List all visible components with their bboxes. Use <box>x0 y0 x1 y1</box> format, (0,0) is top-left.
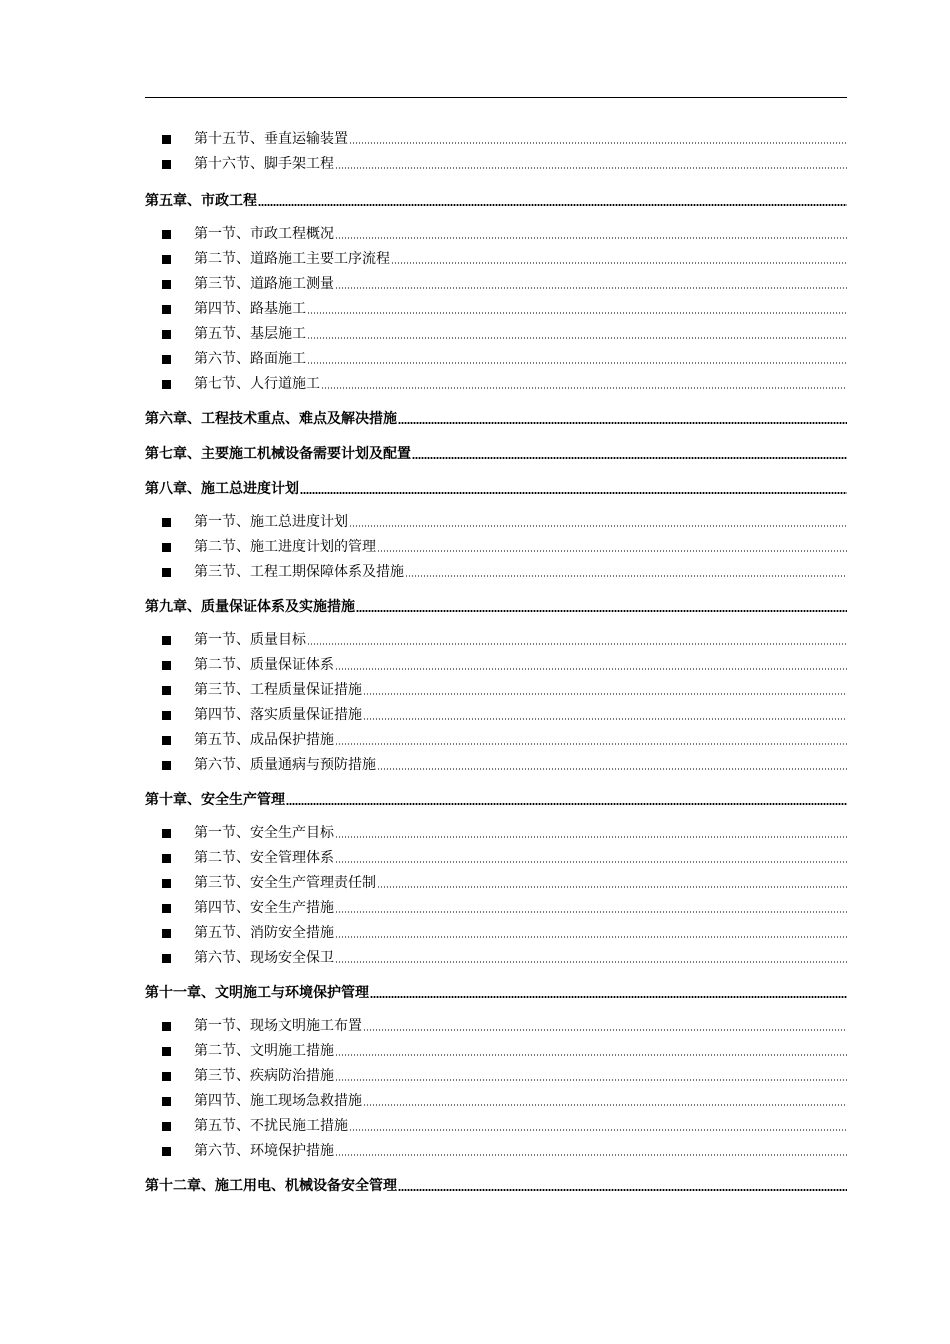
toc-chapter-entry[interactable] <box>145 1170 847 1195</box>
toc-chapter-label: 第十章、安全生产管理 <box>145 792 285 808</box>
square-bullet-icon <box>162 160 171 169</box>
dot-leader <box>370 996 847 998</box>
toc-section-entry[interactable] <box>145 917 847 942</box>
toc-section-entry[interactable] <box>145 649 847 674</box>
dot-leader <box>335 1079 847 1081</box>
toc-chapter-label: 第九章、质量保证体系及实施措施 <box>145 599 355 615</box>
dot-leader <box>377 768 847 770</box>
toc-chapter-label: 第八章、施工总进度计划 <box>145 481 299 497</box>
dot-leader <box>349 525 847 527</box>
square-bullet-icon <box>162 761 171 770</box>
toc-section-entry[interactable] <box>145 506 847 531</box>
toc-section-entry[interactable] <box>145 1010 847 1035</box>
dot-leader <box>349 142 847 144</box>
square-bullet-icon <box>162 904 171 913</box>
square-bullet-icon <box>162 518 171 527</box>
dot-leader <box>307 362 847 364</box>
square-bullet-icon <box>162 929 171 938</box>
header-rule <box>145 97 847 98</box>
toc-section-entry[interactable] <box>145 1085 847 1110</box>
square-bullet-icon <box>162 1072 171 1081</box>
dot-leader <box>335 287 847 289</box>
dot-leader <box>307 337 847 339</box>
square-bullet-icon <box>162 636 171 645</box>
toc-section-entry[interactable] <box>145 268 847 293</box>
toc-chapter-entry[interactable] <box>145 403 847 428</box>
dot-leader <box>335 836 847 838</box>
square-bullet-icon <box>162 1022 171 1031</box>
toc-chapter-entry[interactable] <box>145 473 847 498</box>
square-bullet-icon <box>162 854 171 863</box>
toc-section-label: 第二节、施工进度计划的管理 <box>194 539 376 555</box>
dot-leader <box>307 643 847 645</box>
dot-leader <box>258 204 847 206</box>
toc-chapter-label: 第六章、工程技术重点、难点及解决措施 <box>145 411 397 427</box>
square-bullet-icon <box>162 711 171 720</box>
toc-section-label: 第一节、施工总进度计划 <box>194 514 348 530</box>
square-bullet-icon <box>162 568 171 577</box>
toc-section-entry[interactable] <box>145 842 847 867</box>
square-bullet-icon <box>162 686 171 695</box>
dot-leader <box>300 492 847 494</box>
toc-section-label: 第一节、市政工程概况 <box>194 226 334 242</box>
dot-leader <box>398 1189 847 1191</box>
toc-section-entry[interactable] <box>145 892 847 917</box>
toc-chapter-entry[interactable] <box>145 185 847 210</box>
dot-leader <box>335 167 847 169</box>
toc-chapter-label: 第十一章、文明施工与环境保护管理 <box>145 985 369 1001</box>
toc-section-label: 第五节、消防安全措施 <box>194 925 334 941</box>
toc-section-label: 第三节、工程质量保证措施 <box>194 682 362 698</box>
toc-section-entry[interactable] <box>145 942 847 967</box>
toc-section-label: 第三节、安全生产管理责任制 <box>194 875 376 891</box>
dot-leader <box>335 668 847 670</box>
toc-section-label: 第二节、质量保证体系 <box>194 657 334 673</box>
toc-section-entry[interactable] <box>145 724 847 749</box>
dot-leader <box>363 1104 847 1106</box>
toc-section-label: 第七节、人行道施工 <box>194 376 320 392</box>
toc-chapter-label: 第十二章、施工用电、机械设备安全管理 <box>145 1178 397 1194</box>
toc-section-label: 第三节、道路施工测量 <box>194 276 334 292</box>
dot-leader <box>405 575 847 577</box>
dot-leader <box>321 387 847 389</box>
toc-section-label: 第五节、成品保护措施 <box>194 732 334 748</box>
dot-leader <box>356 610 847 612</box>
toc-chapter-entry[interactable] <box>145 977 847 1002</box>
square-bullet-icon <box>162 829 171 838</box>
toc-section-entry[interactable] <box>145 148 847 173</box>
toc-section-entry[interactable] <box>145 243 847 268</box>
square-bullet-icon <box>162 330 171 339</box>
toc-section-label: 第二节、道路施工主要工序流程 <box>194 251 390 267</box>
toc-chapter-entry[interactable] <box>145 784 847 809</box>
toc-section-label: 第五节、不扰民施工措施 <box>194 1118 348 1134</box>
toc-section-label: 第四节、路基施工 <box>194 301 306 317</box>
dot-leader <box>363 718 847 720</box>
dot-leader <box>335 936 847 938</box>
toc-section-label: 第十五节、垂直运输装置 <box>194 131 348 147</box>
toc-section-label: 第六节、现场安全保卫 <box>194 950 334 966</box>
square-bullet-icon <box>162 355 171 364</box>
square-bullet-icon <box>162 230 171 239</box>
toc-section-label: 第四节、落实质量保证措施 <box>194 707 362 723</box>
dot-leader <box>335 1054 847 1056</box>
square-bullet-icon <box>162 1097 171 1106</box>
toc-section-entry[interactable] <box>145 556 847 581</box>
dot-leader <box>335 743 847 745</box>
dot-leader <box>335 1154 847 1156</box>
toc-chapter-entry[interactable] <box>145 438 847 463</box>
toc-section-label: 第二节、文明施工措施 <box>194 1043 334 1059</box>
dot-leader <box>412 457 847 459</box>
toc-section-label: 第六节、质量通病与预防措施 <box>194 757 376 773</box>
dot-leader <box>335 961 847 963</box>
toc-chapter-label: 第五章、市政工程 <box>145 193 257 209</box>
dot-leader <box>335 911 847 913</box>
toc-section-entry[interactable] <box>145 318 847 343</box>
dot-leader <box>391 262 847 264</box>
toc-section-label: 第四节、施工现场急救措施 <box>194 1093 362 1109</box>
toc-section-entry[interactable] <box>145 674 847 699</box>
square-bullet-icon <box>162 135 171 144</box>
toc-chapter-label: 第七章、主要施工机械设备需要计划及配置 <box>145 446 411 462</box>
toc-section-label: 第一节、安全生产目标 <box>194 825 334 841</box>
square-bullet-icon <box>162 543 171 552</box>
square-bullet-icon <box>162 954 171 963</box>
toc-section-entry[interactable] <box>145 624 847 649</box>
toc-section-entry[interactable] <box>145 343 847 368</box>
toc-section-label: 第六节、环境保护措施 <box>194 1143 334 1159</box>
square-bullet-icon <box>162 1147 171 1156</box>
dot-leader <box>335 861 847 863</box>
square-bullet-icon <box>162 305 171 314</box>
dot-leader <box>363 693 847 695</box>
toc-section-label: 第二节、安全管理体系 <box>194 850 334 866</box>
square-bullet-icon <box>162 736 171 745</box>
square-bullet-icon <box>162 280 171 289</box>
toc-chapter-entry[interactable] <box>145 591 847 616</box>
toc-section-entry[interactable] <box>145 368 847 393</box>
toc-section-entry[interactable] <box>145 699 847 724</box>
toc-section-label: 第六节、路面施工 <box>194 351 306 367</box>
toc-section-entry[interactable] <box>145 293 847 318</box>
toc-section-entry[interactable] <box>145 1035 847 1060</box>
square-bullet-icon <box>162 255 171 264</box>
toc-section-entry[interactable] <box>145 1135 847 1160</box>
toc-section-label: 第三节、工程工期保障体系及措施 <box>194 564 404 580</box>
toc-section-entry[interactable] <box>145 123 847 148</box>
toc-section-entry[interactable] <box>145 531 847 556</box>
toc-section-entry[interactable] <box>145 867 847 892</box>
dot-leader <box>335 237 847 239</box>
table-of-contents <box>145 123 847 1195</box>
toc-section-entry[interactable] <box>145 817 847 842</box>
toc-section-label: 第四节、安全生产措施 <box>194 900 334 916</box>
toc-section-label: 第一节、现场文明施工布置 <box>194 1018 362 1034</box>
square-bullet-icon <box>162 1122 171 1131</box>
toc-section-entry[interactable] <box>145 749 847 774</box>
square-bullet-icon <box>162 879 171 888</box>
dot-leader <box>363 1029 847 1031</box>
square-bullet-icon <box>162 1047 171 1056</box>
toc-section-label: 第十六节、脚手架工程 <box>194 156 334 172</box>
toc-section-label: 第三节、疾病防治措施 <box>194 1068 334 1084</box>
dot-leader <box>349 1129 847 1131</box>
dot-leader <box>286 803 847 805</box>
toc-section-entry[interactable] <box>145 1060 847 1085</box>
toc-section-entry[interactable] <box>145 218 847 243</box>
toc-section-label: 第一节、质量目标 <box>194 632 306 648</box>
toc-section-entry[interactable] <box>145 1110 847 1135</box>
dot-leader <box>398 422 847 424</box>
dot-leader <box>307 312 847 314</box>
square-bullet-icon <box>162 380 171 389</box>
dot-leader <box>377 886 847 888</box>
toc-section-label: 第五节、基层施工 <box>194 326 306 342</box>
square-bullet-icon <box>162 661 171 670</box>
dot-leader <box>377 550 847 552</box>
